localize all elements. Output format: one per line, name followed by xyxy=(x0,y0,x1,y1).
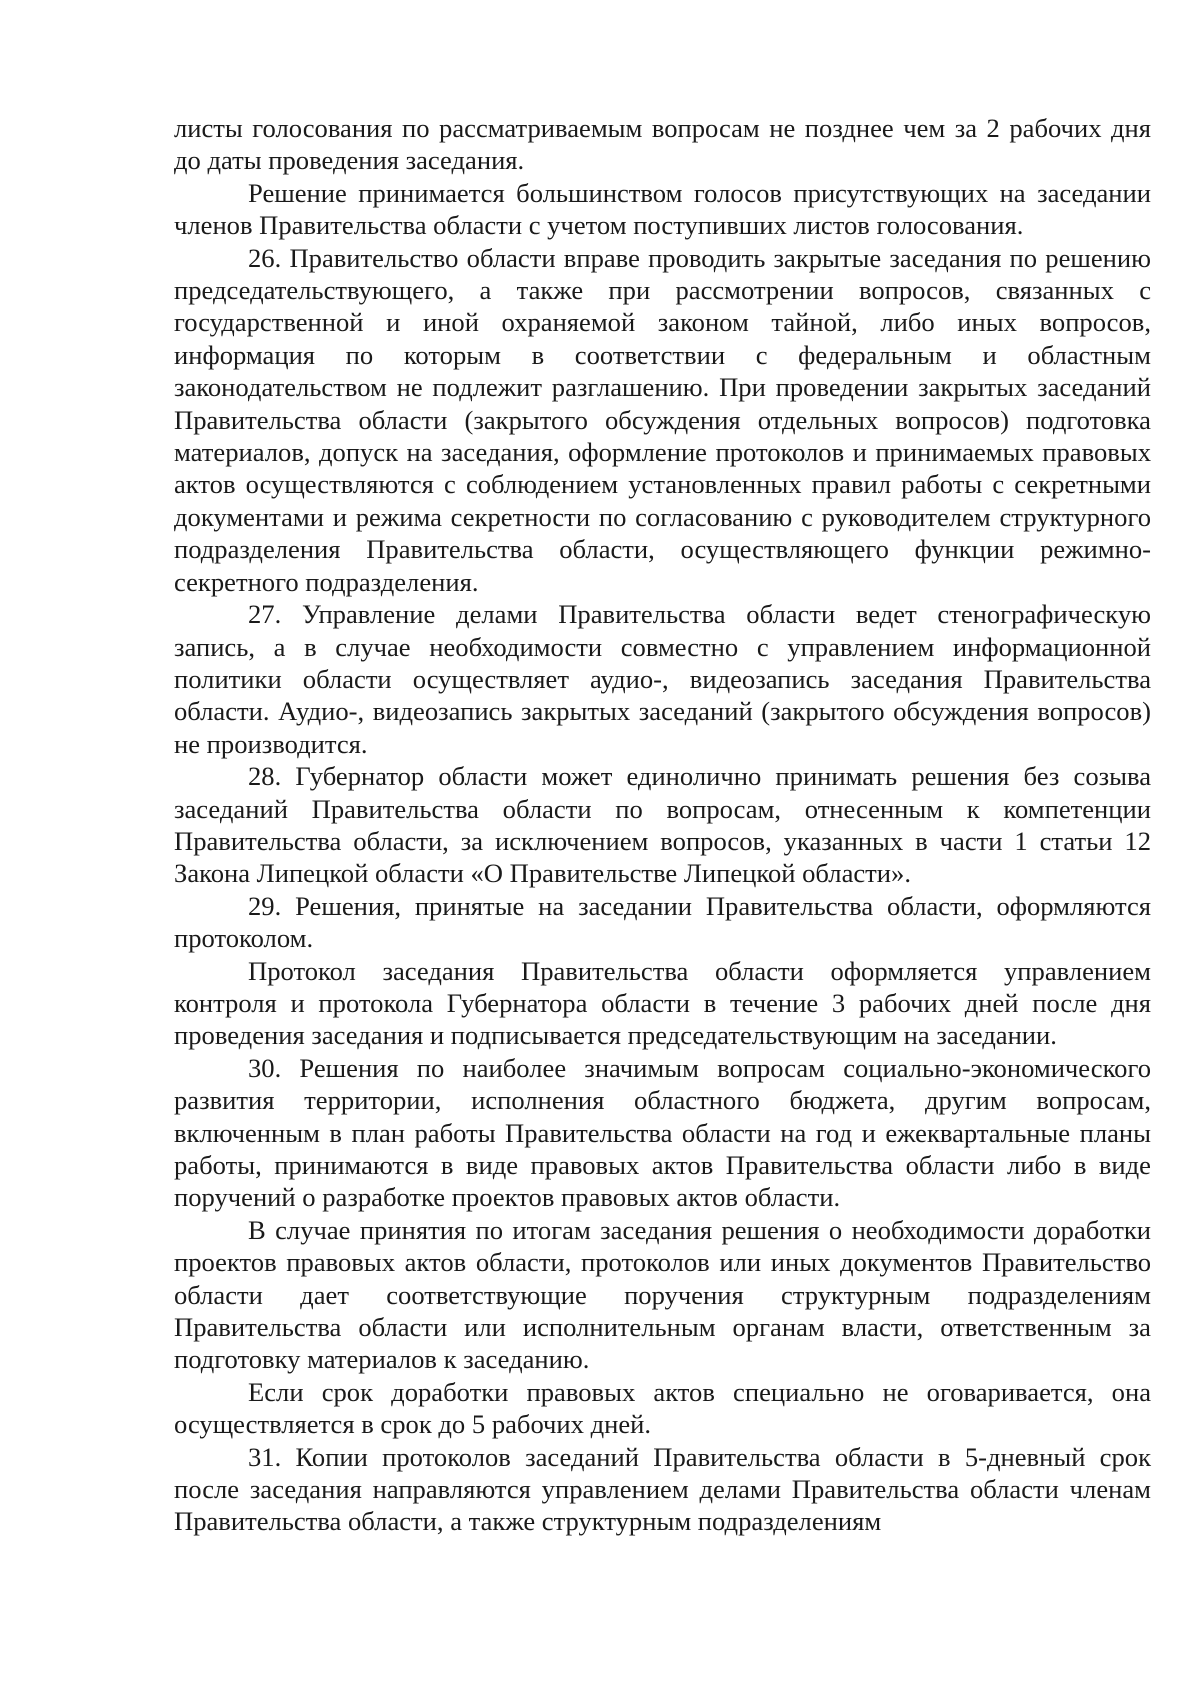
paragraph-decision-majority: Решение принимается большинством голосов присутствующих на заседании членов Правительства области с учетом поступивших листов голосования. xyxy=(174,177,1151,241)
paragraph-31: 31. Копии протоколов заседаний Правительства области в 5-дневный срок после заседания направляются управлением делами Правительства области членам Правительства области, а также структурным подразделениям xyxy=(174,1441,1151,1537)
paragraph-27: 27. Управление делами Правительства области ведет стенографическую запись, а в случае необходимости совместно с управлением информационной политики области осуществляет аудио-, видеозапись заседания Правительства области. Аудио-, видеозапись закрытых заседаний (закрытого обсуждения вопросов) не производится. xyxy=(174,599,1151,759)
paragraph-revision-term: Если срок доработки правовых актов специально не оговаривается, она осуществляется в срок до 5 рабочих дней. xyxy=(174,1376,1151,1440)
paragraph-26: 26. Правительство области вправе проводить закрытые заседания по решению председательствующего, а также при рассмотрении вопросов, связанных с государственной и иной охраняемой законом тайной, либо иных вопросов, информация по которым в соответствии с федеральным и областным законодательством не подлежит разглашению. При проведении закрытых заседаний Правительства области (закрытого обсуждения отдельных вопросов) подготовка материалов, допуск на заседания, оформление протоколов и принимаемых правовых актов осуществляются с соблюдением установленных правил работы с секретными документами и режима секретности по согласованию с руководителем структурного подразделения Правительства области, осуществляющего функции режимно-секретного подразделения. xyxy=(174,242,1151,597)
paragraph-protocol: Протокол заседания Правительства области оформляется управлением контроля и протокола Губернатора области в течение 3 рабочих дней после дня проведения заседания и подписывается председательствующим на заседании. xyxy=(174,955,1151,1051)
paragraph-30: 30. Решения по наиболее значимым вопросам социально-экономического развития территории, исполнения областного бюджета, другим вопросам, включенным в план работы Правительства области на год и ежеквартальные планы работы, принимаются в виде правовых актов Правительства области либо в виде поручений о разработке проектов правовых актов области. xyxy=(174,1052,1151,1213)
paragraph-29: 29. Решения, принятые на заседании Правительства области, оформляются протоколом. xyxy=(174,890,1151,954)
paragraph-revision-case: В случае принятия по итогам заседания решения о необходимости доработки проектов правовых актов области, протоколов или иных документов Правительство области дает соответствующие поручения структурным подразделениям Правительства области или исполнительным органам власти, ответственным за подготовку материалов к заседанию. xyxy=(174,1214,1151,1375)
paragraph-voting-sheets: листы голосования по рассматриваемым вопросам не позднее чем за 2 рабочих дня до даты проведения заседания. xyxy=(174,113,1151,176)
paragraph-28: 28. Губернатор области может единолично принимать решения без созыва заседаний Правительства области по вопросам, отнесенным к компетенции Правительства области, за исключением вопросов, указанных в части 1 статьи 12 Закона Липецкой области «О Правительстве Липецкой области». xyxy=(174,761,1151,889)
document-page xyxy=(174,112,1151,1538)
